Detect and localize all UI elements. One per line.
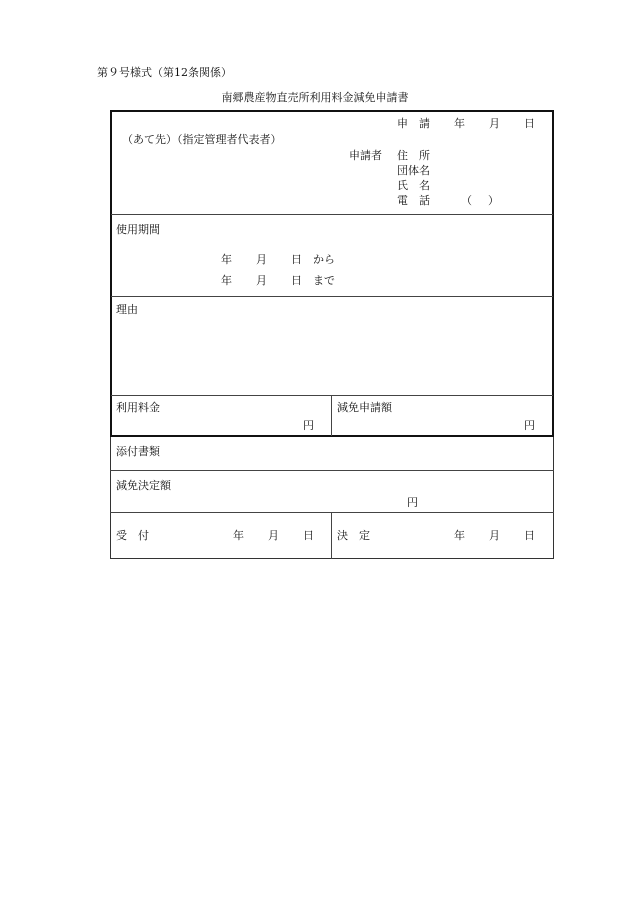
address-label: 住 所 <box>397 149 430 162</box>
divider-applicant <box>111 214 553 215</box>
reduction-yen: 円 <box>524 419 535 432</box>
received-label: 受 付 <box>116 529 149 542</box>
decision-month: 月 <box>489 529 500 542</box>
period-to-month: 月 <box>256 274 267 287</box>
decision-label: 決 定 <box>337 529 370 542</box>
office-use-box <box>110 437 554 559</box>
apply-year: 年 <box>454 117 465 130</box>
divider-fees-vertical <box>331 396 332 436</box>
received-year: 年 <box>233 529 244 542</box>
period-from-suffix: から <box>313 253 335 266</box>
applicant-label: 申請者 <box>349 149 382 162</box>
period-from-month: 月 <box>256 253 267 266</box>
usage-fee-label: 利用料金 <box>116 401 160 414</box>
decision-year: 年 <box>454 529 465 542</box>
period-to-day: 日 <box>291 274 302 287</box>
usage-fee-yen: 円 <box>303 419 314 432</box>
org-label: 団体名 <box>397 164 430 177</box>
decision-amount-yen: 円 <box>407 496 418 509</box>
reduction-label: 減免申請額 <box>337 401 392 414</box>
apply-day: 日 <box>524 117 535 130</box>
period-from-day: 日 <box>291 253 302 266</box>
divider-period <box>111 296 553 297</box>
period-label: 使用期間 <box>116 223 160 236</box>
received-month: 月 <box>268 529 279 542</box>
addressee: （あて先）（指定管理者代表者） <box>122 133 282 146</box>
documents-label: 添付書類 <box>116 445 160 458</box>
period-from-year: 年 <box>221 253 232 266</box>
divider-decision-amount <box>110 512 554 513</box>
divider-footer-vertical <box>331 512 332 559</box>
name-label: 氏 名 <box>397 179 430 192</box>
period-to-suffix: まで <box>313 274 335 287</box>
apply-month: 月 <box>489 117 500 130</box>
phone-paren-close: ） <box>488 194 499 207</box>
decision-amount-label: 減免決定額 <box>116 479 171 492</box>
phone-paren-open: （ <box>461 194 472 207</box>
phone-label: 電 話 <box>397 194 430 207</box>
form-title: 南郷農産物直売所利用料金減免申請書 <box>221 91 409 104</box>
form-number: 第９号様式（第12条関係） <box>97 66 232 79</box>
divider-reason <box>111 395 553 396</box>
period-to-year: 年 <box>221 274 232 287</box>
apply-label: 申 請 <box>397 117 430 130</box>
divider-documents <box>110 470 554 471</box>
decision-day: 日 <box>524 529 535 542</box>
received-day: 日 <box>303 529 314 542</box>
reason-label: 理由 <box>116 303 138 316</box>
